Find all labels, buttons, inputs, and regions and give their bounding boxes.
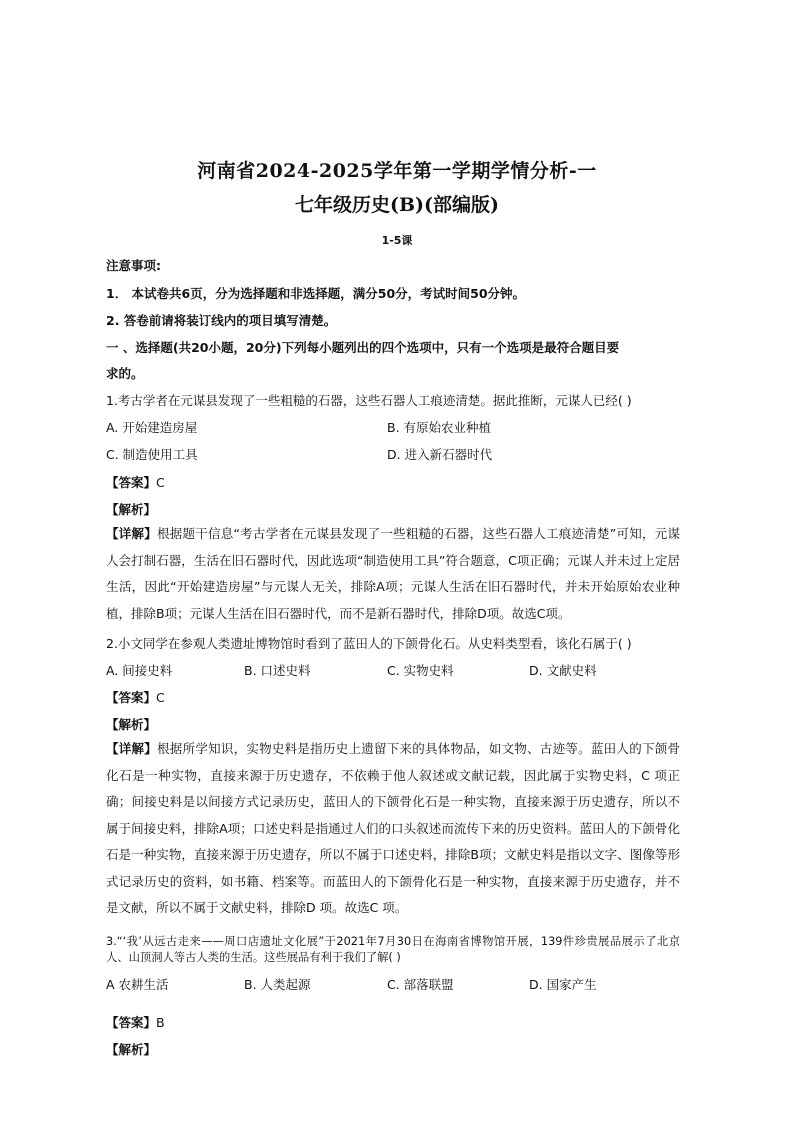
q1-answer	[106, 473, 686, 491]
exam-title: 河南省2024-2025学年第一学期学情分析-一	[197, 160, 597, 182]
q1-option-d: D. 进入新石器时代	[387, 447, 493, 462]
q3-stem: 3.“‘我’从远古走来——周口店遗址文化展”于2021年7月30日在海南省博物馆开展，139件珍贵展品展示了北京人、山顶洞人等古人类的生活。这些展品有利于我们了解( )	[106, 935, 680, 964]
q3-option-c: C. 部落联盟	[387, 977, 454, 992]
detail-text: 根据所学知识，实物史料是指历史上遗留下来的具体物品，如文物、古迹等。蓝田人的下颌骨化石是一种实物，直接来源于历史遗存，不依赖于他人叙述或文献记载，因此属于实物史料，C 项正确；间接史料是以间接方式记录历史，蓝田人的下颌骨化石是一种实物，直接来源于历史遗存，所以不属于间接史料，排除A项；口述史料是指通过人们的口头叙述而流传下来的历史资料。蓝田人的下颌骨化石是一种实物，直接来源于历史遗存，所以不属于口述史料，排除B项；文献史料是指以文字、图像等形式记录历史的资料，如书籍、档案等。而蓝田人的下颌骨化石是一种实物，直接来源于历史遗存，并不是文献，所以不属于文献史料，排除D 项。故选C 项。	[106, 741, 680, 915]
answer-label: 【答案】	[106, 1015, 157, 1030]
detail-label: 【详解】	[106, 526, 157, 541]
detail-label: 【详解】	[106, 741, 158, 756]
exam-subtitle: 七年级历史(B)(部编版)	[294, 194, 500, 216]
notice-item-2: 2. 答卷前请将装订线内的项目填写清楚。	[106, 313, 337, 328]
q2-detail	[106, 736, 680, 922]
q1-option-c: C. 制造使用工具	[106, 447, 198, 462]
q2-option-b: B. 口述史料	[244, 663, 311, 678]
q1-analysis-label: 【解析】	[106, 502, 157, 517]
q3-option-d: D. 国家产生	[529, 977, 597, 992]
q2-option-d: D. 文献史料	[529, 663, 597, 678]
q3-option-a: A 农耕生活	[106, 977, 169, 992]
lesson-range: 1-5课	[381, 234, 413, 247]
q1-option-b: B. 有原始农业种植	[387, 420, 492, 435]
q1-stem: 1.考古学者在元谋县发现了一些粗糙的石器，这些石器人工痕迹清楚。据此推断，元谋人已经( )	[106, 393, 632, 408]
q2-option-a: A. 间接史料	[106, 663, 173, 678]
q3-answer	[106, 1013, 686, 1031]
answer-value: B	[156, 1015, 165, 1030]
section-heading-line2: 求的。	[106, 366, 144, 381]
q2-stem: 2.小文同学在参观人类遗址博物馆时看到了蓝田人的下颌骨化石。从史料类型看，该化石属于( )	[106, 636, 632, 651]
answer-label: 【答案】	[106, 690, 157, 705]
q1-option-a: A. 开始建造房屋	[106, 420, 198, 435]
q3-option-b: B. 人类起源	[244, 977, 311, 992]
q3-analysis-label: 【解析】	[106, 1042, 157, 1057]
answer-label: 【答案】	[106, 475, 157, 490]
q2-option-c: C. 实物史料	[387, 663, 454, 678]
section-heading-line1: 一 、选择题(共20小题，20分)下列每小题列出的四个选项中，只有一个选项是最符合题目要	[106, 340, 620, 355]
q1-detail	[106, 521, 680, 627]
notice-heading: 注意事项:	[106, 258, 161, 273]
notice-item-1: 1． 本试卷共6页，分为选择题和非选择题，满分50分，考试时间50分钟。	[106, 286, 526, 301]
detail-text: 根据题干信息“考古学者在元谋县发现了一些粗糙的石器，这些石器人工痕迹清楚”可知，元谋人会打制石器，生活在旧石器时代，因此选项“制造使用工具”符合题意，C项正确；元谋人并未过上定居生活，因此“开始建造房屋”与元谋人无关，排除A项；元谋人生活在旧石器时代，并未开始原始农业种植，排除B项；元谋人生活在旧石器时代，而不是新石器时代，排除D项。故选C项。	[106, 526, 680, 621]
q2-answer	[106, 688, 686, 706]
answer-value: C	[156, 475, 165, 490]
answer-value: C	[156, 690, 165, 705]
q2-analysis-label: 【解析】	[106, 717, 157, 732]
